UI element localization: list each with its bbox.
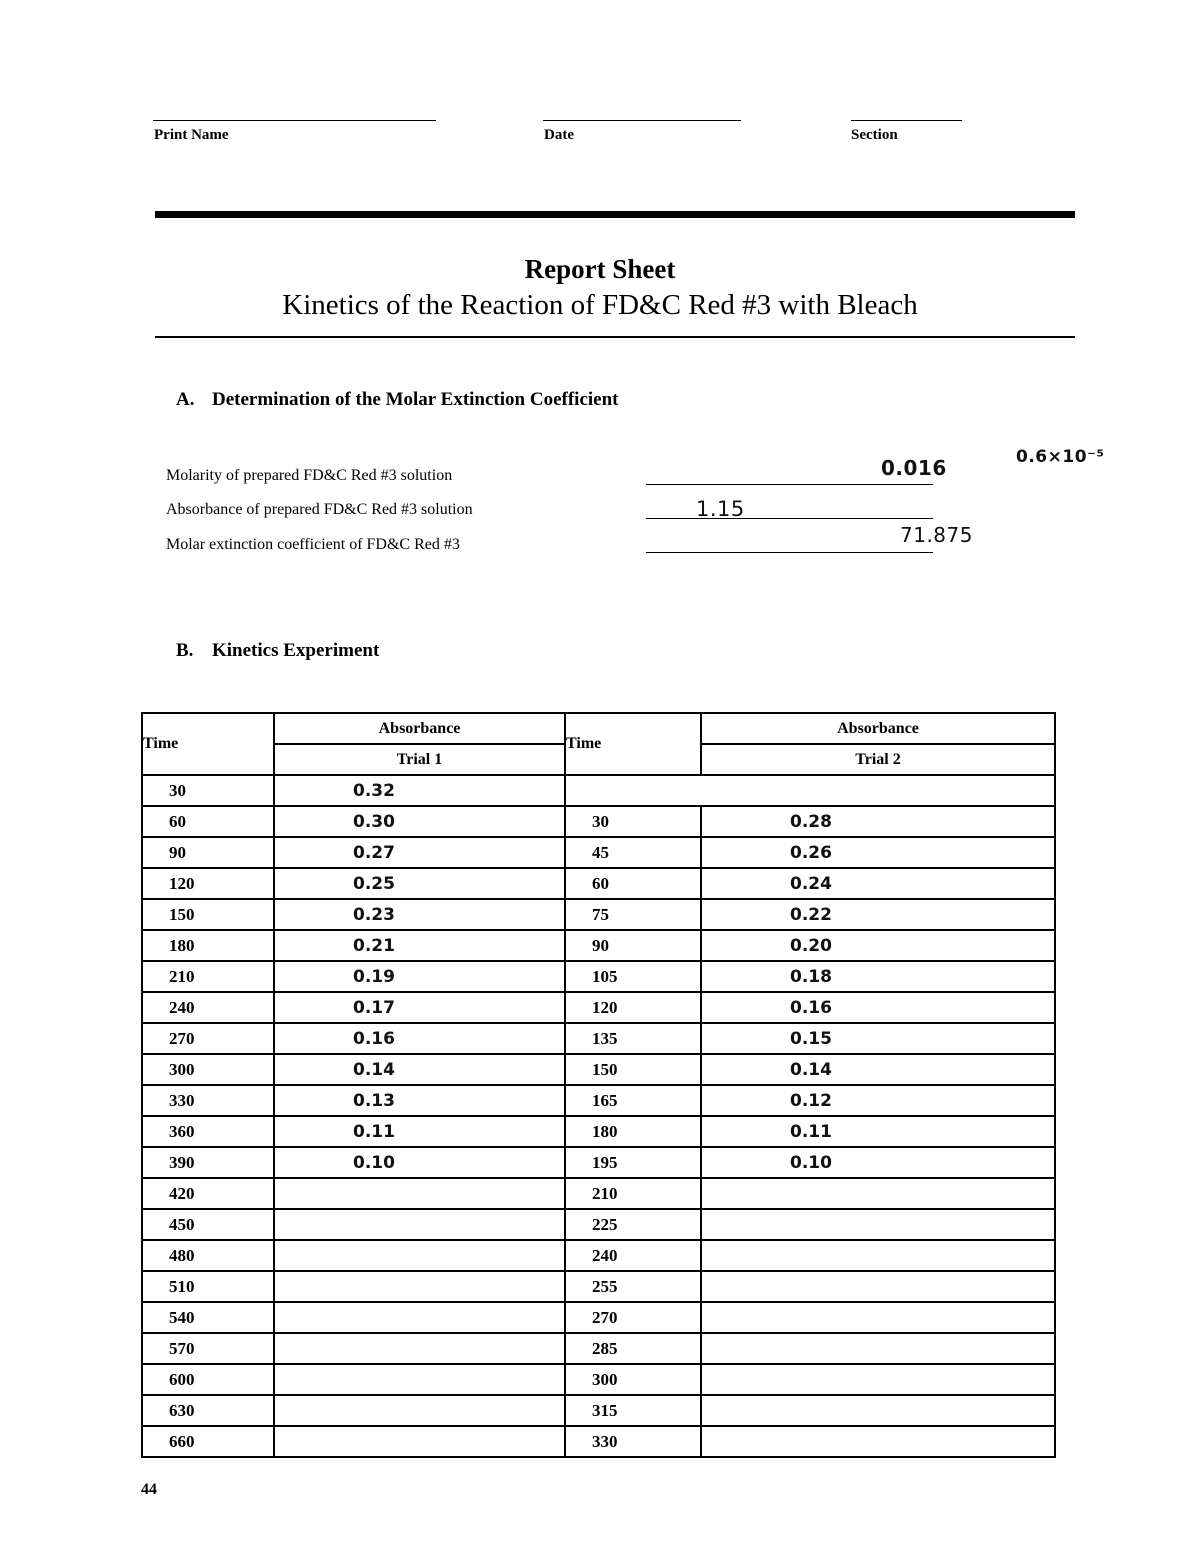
absorbance-cell-trial2[interactable]: 0.28 [701,806,1055,837]
table-row [142,1209,1055,1240]
absorbance-cell-trial2[interactable]: 0.15 [701,1023,1055,1054]
margin-note: 0.6×10⁻⁵ [1016,447,1105,467]
table-row [142,775,1055,806]
absorbance-header-trial2: Absorbance [701,713,1055,744]
empty-merged-cell [565,775,1055,806]
absorbance-cell-trial1[interactable]: 0.27 [274,837,565,868]
absorbance-cell-trial1[interactable]: 0.16 [274,1023,565,1054]
absorbance-cell-trial2[interactable] [701,1395,1055,1426]
time-cell-trial2: 225 [565,1209,701,1240]
absorbance-cell-trial1[interactable]: 0.21 [274,930,565,961]
section-a-letter: A. [176,389,195,410]
time-cell-trial1: 300 [142,1054,274,1085]
time-cell-trial1: 510 [142,1271,274,1302]
time-cell-trial2: 270 [565,1302,701,1333]
absorbance-cell-trial2[interactable]: 0.18 [701,961,1055,992]
time-cell-trial2: 165 [565,1085,701,1116]
time-cell-trial1: 180 [142,930,274,961]
date-line[interactable] [543,120,741,121]
absorbance-label: Absorbance of prepared FD&C Red #3 solution [166,501,473,518]
table-row [142,1271,1055,1302]
time-cell-trial2: 75 [565,899,701,930]
absorbance-cell-trial2[interactable]: 0.14 [701,1054,1055,1085]
absorbance-cell-trial1[interactable]: 0.25 [274,868,565,899]
molarity-value: 0.016 [881,456,947,480]
time-cell-trial2: 90 [565,930,701,961]
absorbance-cell-trial1[interactable] [274,1426,565,1457]
table-row [142,868,1055,899]
absorbance-header-trial1: Absorbance [274,713,565,744]
molarity-label: Molarity of prepared FD&C Red #3 solution [166,467,453,484]
time-cell-trial2: 120 [565,992,701,1023]
table-row [142,1147,1055,1178]
absorbance-cell-trial1[interactable] [274,1302,565,1333]
absorbance-cell-trial2[interactable]: 0.10 [701,1147,1055,1178]
time-cell-trial1: 90 [142,837,274,868]
section-a-heading [176,389,618,411]
date-label: Date [544,127,574,143]
time-cell-trial1: 660 [142,1426,274,1457]
absorbance-cell-trial1[interactable]: 0.14 [274,1054,565,1085]
time-cell-trial2: 240 [565,1240,701,1271]
time-cell-trial2: 150 [565,1054,701,1085]
absorbance-cell-trial2[interactable]: 0.26 [701,837,1055,868]
molarity-field[interactable] [646,484,933,485]
time-cell-trial2: 315 [565,1395,701,1426]
section-a-title: Determination of the Molar Extinction Coefficient [212,389,619,410]
extinction-label: Molar extinction coefficient of FD&C Red #3 [166,536,460,553]
absorbance-cell-trial1[interactable] [274,1395,565,1426]
absorbance-cell-trial1[interactable] [274,1240,565,1271]
section-b-letter: B. [176,640,194,661]
time-cell-trial1: 570 [142,1333,274,1364]
table-row [142,837,1055,868]
absorbance-value: 1.15 [696,497,745,521]
kinetics-table [141,712,1056,1458]
extinction-field[interactable] [646,552,933,553]
absorbance-cell-trial1[interactable]: 0.23 [274,899,565,930]
absorbance-cell-trial1[interactable]: 0.17 [274,992,565,1023]
table-row [142,1178,1055,1209]
table-row [142,1395,1055,1426]
time-cell-trial1: 450 [142,1209,274,1240]
time-cell-trial2: 195 [565,1147,701,1178]
absorbance-field[interactable] [646,518,933,519]
time-cell-trial1: 270 [142,1023,274,1054]
time-cell-trial2: 210 [565,1178,701,1209]
page-subtitle: Kinetics of the Reaction of FD&C Red #3 with Bleach [282,289,918,321]
section-b-heading [176,640,379,662]
section-b-title: Kinetics Experiment [212,640,380,661]
time-cell-trial1: 420 [142,1178,274,1209]
table-row [142,1054,1055,1085]
absorbance-cell-trial2[interactable]: 0.12 [701,1085,1055,1116]
absorbance-cell-trial2[interactable] [701,1178,1055,1209]
time-cell-trial1: 630 [142,1395,274,1426]
title-divider [155,336,1075,338]
time-header-trial2: Time [565,713,701,775]
absorbance-cell-trial2[interactable]: 0.22 [701,899,1055,930]
table-row [142,1116,1055,1147]
time-cell-trial2: 330 [565,1426,701,1457]
absorbance-cell-trial2[interactable]: 0.16 [701,992,1055,1023]
time-cell-trial2: 180 [565,1116,701,1147]
absorbance-cell-trial2[interactable]: 0.24 [701,868,1055,899]
print-name-line[interactable] [153,120,436,121]
absorbance-cell-trial2[interactable]: 0.20 [701,930,1055,961]
absorbance-cell-trial1[interactable]: 0.32 [274,775,565,806]
absorbance-cell-trial1[interactable] [274,1209,565,1240]
time-cell-trial2: 135 [565,1023,701,1054]
absorbance-cell-trial1[interactable] [274,1364,565,1395]
time-cell-trial2: 300 [565,1364,701,1395]
table-row [142,1426,1055,1457]
absorbance-cell-trial2[interactable] [701,1240,1055,1271]
table-row [142,1364,1055,1395]
absorbance-cell-trial1[interactable] [274,1271,565,1302]
time-cell-trial2: 60 [565,868,701,899]
time-cell-trial1: 360 [142,1116,274,1147]
section-label: Section [851,127,898,143]
table-row [142,930,1055,961]
time-header-trial1: Time [142,713,274,775]
absorbance-cell-trial1[interactable] [274,1333,565,1364]
absorbance-cell-trial2[interactable] [701,1271,1055,1302]
time-cell-trial2: 45 [565,837,701,868]
absorbance-cell-trial2[interactable] [701,1364,1055,1395]
time-cell-trial1: 150 [142,899,274,930]
time-cell-trial2: 105 [565,961,701,992]
table-row [142,1240,1055,1271]
trial2-header: Trial 2 [701,744,1055,775]
trial1-header: Trial 1 [274,744,565,775]
table-row [142,1333,1055,1364]
time-cell-trial1: 390 [142,1147,274,1178]
absorbance-cell-trial2[interactable]: 0.11 [701,1116,1055,1147]
header-divider [155,211,1075,218]
page-number: 44 [141,1481,157,1498]
time-cell-trial1: 60 [142,806,274,837]
table-row [142,1085,1055,1116]
time-cell-trial1: 600 [142,1364,274,1395]
absorbance-cell-trial1[interactable]: 0.19 [274,961,565,992]
absorbance-cell-trial2[interactable] [701,1333,1055,1364]
absorbance-cell-trial1[interactable]: 0.13 [274,1085,565,1116]
time-cell-trial1: 210 [142,961,274,992]
absorbance-cell-trial2[interactable] [701,1426,1055,1457]
time-cell-trial1: 120 [142,868,274,899]
absorbance-cell-trial1[interactable]: 0.11 [274,1116,565,1147]
section-line[interactable] [851,120,962,121]
absorbance-cell-trial1[interactable] [274,1178,565,1209]
absorbance-cell-trial1[interactable]: 0.10 [274,1147,565,1178]
print-name-label: Print Name [154,127,229,143]
time-cell-trial2: 255 [565,1271,701,1302]
absorbance-cell-trial1[interactable]: 0.30 [274,806,565,837]
absorbance-cell-trial2[interactable] [701,1209,1055,1240]
table-row [142,1302,1055,1333]
table-row [142,899,1055,930]
extinction-value: 71.875 [900,523,973,547]
time-cell-trial1: 240 [142,992,274,1023]
time-cell-trial1: 330 [142,1085,274,1116]
time-cell-trial1: 540 [142,1302,274,1333]
time-cell-trial2: 285 [565,1333,701,1364]
page-title: Report Sheet [524,254,676,284]
table-row [142,1023,1055,1054]
time-cell-trial1: 480 [142,1240,274,1271]
time-cell-trial1: 30 [142,775,274,806]
table-row [142,961,1055,992]
table-row [142,806,1055,837]
absorbance-cell-trial2[interactable] [701,1302,1055,1333]
time-cell-trial2: 30 [565,806,701,837]
table-row [142,992,1055,1023]
